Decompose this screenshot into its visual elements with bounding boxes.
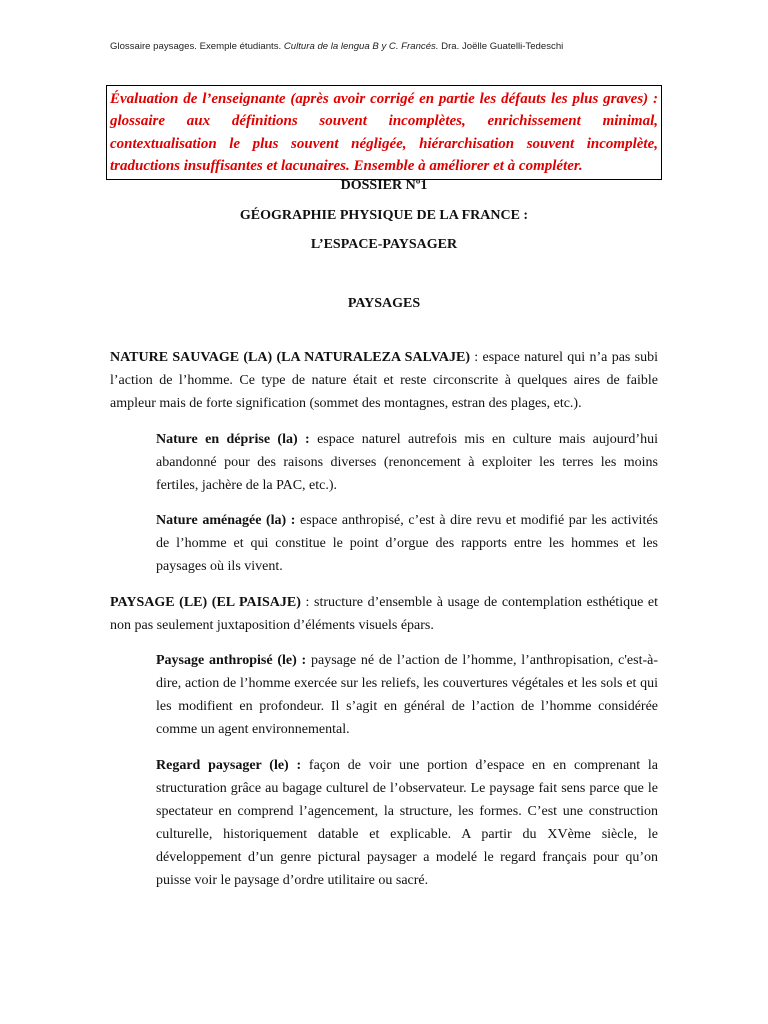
entry-definition: : espace naturel qui n’a pas subi l’action de l’homme. Ce type de nature était et reste circonscrite à quelques aires de faible ampleur mais de forte signification (sommet des montagnes, estran des plages, etc.). (110, 350, 659, 411)
entry-definition: espace naturel autrefois mis en culture mais aujourd’hui abandonné pour des raisons diverses (renoncement à exploiter les terres les moins fertiles, jachère de la PAC, etc.). (156, 432, 658, 493)
entry-term: NATURE SAUVAGE (LA) (LA NATURALEZA SALVAJE) (110, 350, 470, 365)
glossary-entry (156, 754, 658, 892)
entry-term: PAYSAGE (LE) (EL PAISAJE) (110, 595, 301, 610)
page-header (110, 41, 670, 52)
header-author: Dra. Joëlle Guatelli-Tedeschi (438, 41, 564, 52)
entry-term: Nature aménagée (la) : (156, 513, 296, 528)
entry-definition: espace anthropisé, c’est à dire revu et modifié par les activités de l’homme et qui constitue le point d’orgue des rapports entre les hommes et les paysages où ils vivent. (156, 513, 658, 574)
entry-definition: façon de voir une portion d’espace en en comprenant la structuration grâce au bagage culturel de l’observateur. Le paysage fait sens parce que le spectateur en comprend l’agencement, la structure, les formes. C’est une construction culturelle, historiquement datable et explicable. A partir du XVème siècle, le développement d’un genre pictural paysager a modelé le regard français pour qu’on puisse voir le paysage d’ordre utilitaire ou sacré. (156, 758, 658, 888)
geography-title: GÉOGRAPHIE PHYSIQUE DE LA FRANCE : (239, 208, 529, 223)
entry-term: Regard paysager (le) : (156, 758, 302, 773)
header-course: Cultura de la lengua B y C. Francés. (283, 41, 439, 52)
glossary-entry (156, 649, 658, 741)
entry-definition: paysage né de l’action de l’homme, l’anthropisation, c'est-à-dire, action de l’homme exercée sur les reliefs, les couvertures végétales et les sols et qui les modifient en profondeur. Il s’agit en général de l’action de l’homme considérée comme un agent environnemental. (156, 653, 658, 737)
entry-definition: : structure d’ensemble à usage de contemplation esthétique et non pas seulement juxtaposition d’éléments visuels épars. (110, 595, 659, 633)
glossary-entry (110, 346, 658, 415)
glossary-entry (156, 428, 658, 497)
evaluation-box (106, 85, 662, 180)
espace-title: L’ESPACE-PAYSAGER (310, 237, 458, 252)
evaluation-text: Évaluation de l’enseignante (après avoir corrigé en partie les défauts les plus graves) : glossaire aux définitions souvent incomplètes, enrichissement minimal, contextualisation le plus souvent négligée, hiérarchisation souvent incomplète, traductions insuffisantes et lacunaires. Ensemble à améliorer et à compléter. (110, 91, 658, 174)
entry-term: Nature en déprise (la) : (156, 432, 310, 447)
section-title: PAYSAGES (347, 296, 421, 311)
header-title: Glossaire paysages. Exemple étudiants. (110, 41, 284, 52)
entry-term: Paysage anthropisé (le) : (156, 653, 307, 668)
glossary-entry (110, 591, 658, 637)
glossary-entry (156, 509, 658, 578)
dossier-title: DOSSIER Nº1 (340, 178, 428, 193)
